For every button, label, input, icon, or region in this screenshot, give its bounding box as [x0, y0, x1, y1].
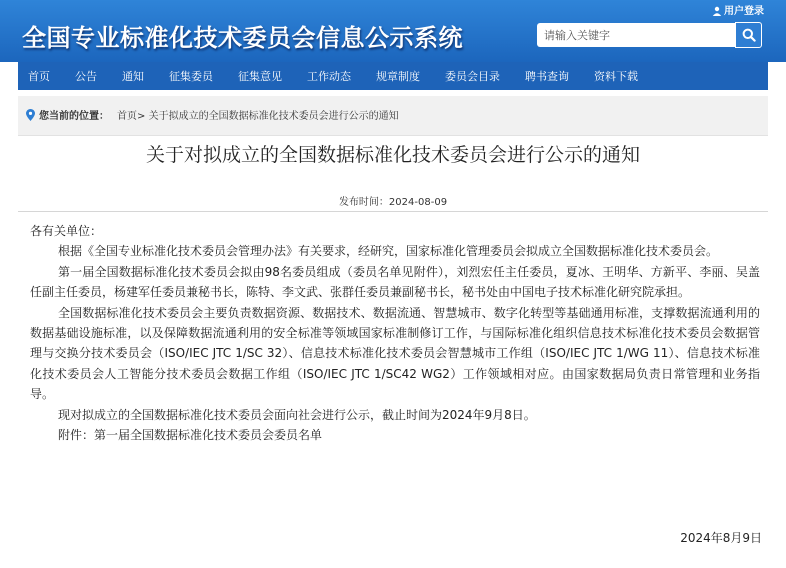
- breadcrumb-label: 您当前的位置：: [39, 111, 109, 122]
- user-icon: [712, 6, 722, 16]
- nav-home[interactable]: 首页: [28, 70, 50, 83]
- location-pin-icon: [26, 109, 35, 121]
- main-nav: [18, 62, 768, 90]
- title-divider: [18, 211, 768, 212]
- article-body: [30, 221, 760, 445]
- nav-announcements[interactable]: 公告: [75, 70, 97, 83]
- breadcrumb-home-link[interactable]: 首页>: [117, 111, 146, 122]
- salutation: 各有关单位：: [30, 224, 103, 238]
- article-paragraph: 全国数据标准化技术委员会主要负责数据资源、数据技术、数据流通、智慧城市、数字化转型等基础通用标准，支撑数据流通利用的数据基础设施标准，以及保障数据流通利用的安全标准等领域国家标准制修订工作，与国际标准化组织信息技术标准化技术委员会数据管理与交换分技术委员会（ISO/IEC JTC 1/SC 32）、信息技术标准化技术委员会智慧城市工作组（ISO/IEC JTC 1/WG 11）、信息技术标准化技术委员会人工智能分技术委员会数据工作组（ISO/IEC JTC 1/SC42 WG2）工作领域相对应。由国家数据局负责日常管理和业务指导。: [30, 305, 760, 402]
- article-paragraph: 第一届全国数据标准化技术委员会拟由98名委员组成（委员名单见附件），刘烈宏任主任委员，夏冰、王明华、方新平、李丽、吴盖任副主任委员，杨建军任委员兼秘书长，陈特、李文武、张群任委员兼副秘书长，秘书处由中国电子技术标准化研究院承担。: [30, 264, 760, 300]
- nav-regulations[interactable]: 规章制度: [376, 70, 420, 83]
- breadcrumb: [18, 96, 768, 136]
- nav-work-updates[interactable]: 工作动态: [307, 70, 351, 83]
- search-input[interactable]: [537, 23, 735, 47]
- site-header: [0, 0, 786, 62]
- nav-downloads[interactable]: 资料下载: [594, 70, 638, 83]
- nav-committee-directory[interactable]: 委员会目录: [445, 70, 500, 83]
- publish-date: 发布时间：2024-08-09: [338, 197, 448, 208]
- nav-opinion-solicitation[interactable]: 征集意见: [238, 70, 282, 83]
- attachment-link[interactable]: 附件：第一届全国数据标准化技术委员会委员名单: [58, 428, 323, 443]
- site-title: 全国专业标准化技术委员会信息公示系统: [22, 24, 463, 52]
- nav-notices[interactable]: 通知: [122, 70, 144, 83]
- search-icon: [742, 28, 756, 42]
- article-paragraph: 根据《全国专业标准化技术委员会管理办法》有关要求，经研究，国家标准化管理委员会拟成立全国数据标准化技术委员会。: [58, 244, 719, 259]
- signature-date: 2024年8月9日: [680, 531, 762, 545]
- article-container: [18, 96, 768, 568]
- login-label[interactable]: 用户登录: [724, 6, 764, 17]
- breadcrumb-current: 关于拟成立的全国数据标准化技术委员会进行公示的通知: [148, 111, 399, 122]
- article-title: 关于对拟成立的全国数据标准化技术委员会进行公示的通知: [145, 144, 640, 166]
- search-button[interactable]: [735, 22, 762, 48]
- nav-appointment-query[interactable]: 聘书查询: [525, 70, 569, 83]
- nav-member-recruitment[interactable]: 征集委员: [169, 70, 213, 83]
- article-paragraph: 现对拟成立的全国数据标准化技术委员会面向社会进行公示，截止时间为2024年9月8日。: [58, 407, 536, 422]
- login-link[interactable]: [712, 2, 764, 17]
